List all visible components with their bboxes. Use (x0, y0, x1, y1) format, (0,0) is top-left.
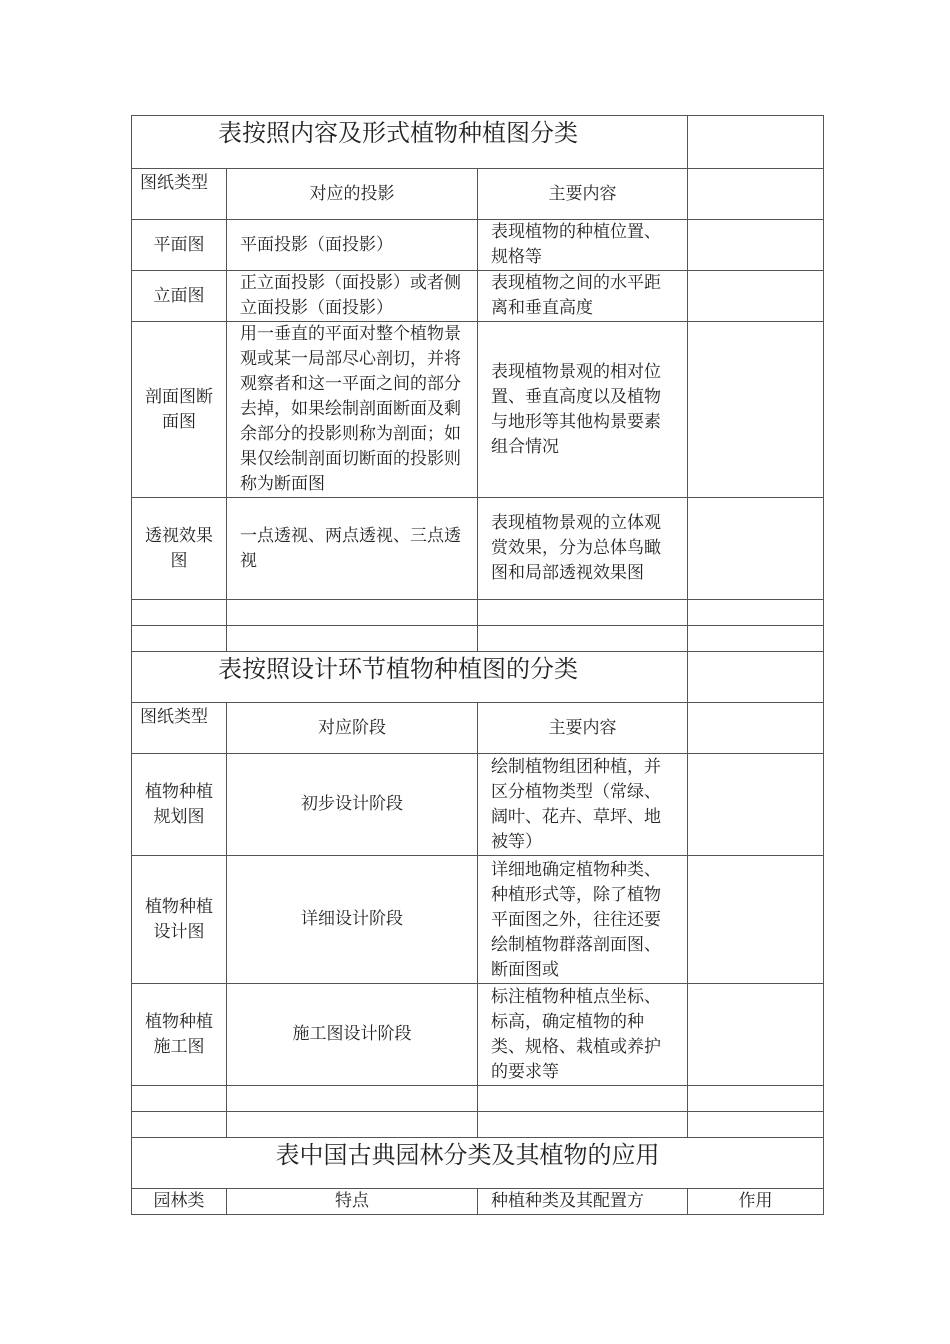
drawing-type-cell: 剖面图断面图 (132, 322, 227, 498)
stage-cell: 详细设计阶段 (227, 856, 478, 984)
empty-cell (688, 984, 824, 1086)
empty-cell (688, 652, 824, 703)
table2-title: 表按照设计环节植物种植图的分类 (132, 652, 688, 703)
projection-cell: 用一垂直的平面对整个植物景观或某一局部尽心剖切，并将观察者和这一平面之间的部分去掉，如果绘制剖面断面及剩余部分的投影则称为剖面；如果仅绘制剖面切断面的投影则称为断面图 (227, 322, 478, 498)
plant-drawing-tables (131, 115, 824, 1215)
content-cell: 标注植物种植点坐标、标高，确定植物的种类、规格、栽植或养护的要求等 (478, 984, 688, 1086)
drawing-type-cell: 立面图 (132, 271, 227, 322)
header-drawing-type: 图纸类型 (132, 703, 227, 754)
table2-header-row (132, 703, 824, 754)
table-row (132, 754, 824, 856)
table-row (132, 498, 824, 600)
content-cell: 详细地确定植物种类、种植形式等，除了植物平面图之外，往往还要绘制植物群落剖面图、断面图或 (478, 856, 688, 984)
empty-cell (688, 220, 824, 271)
header-features: 特点 (227, 1189, 478, 1215)
header-stage: 对应阶段 (227, 703, 478, 754)
table3-title: 表中国古典园林分类及其植物的应用 (132, 1138, 824, 1189)
projection-cell: 一点透视、两点透视、三点透视 (227, 498, 478, 600)
drawing-type-cell: 平面图 (132, 220, 227, 271)
empty-row (132, 600, 824, 626)
header-planting: 种植种类及其配置方 (478, 1189, 688, 1215)
empty-cell (688, 169, 824, 220)
header-main-content: 主要内容 (478, 703, 688, 754)
projection-cell: 正立面投影（面投影）或者侧立面投影（面投影） (227, 271, 478, 322)
drawing-type-cell: 植物种植规划图 (132, 754, 227, 856)
header-garden-type: 园林类 (132, 1189, 227, 1215)
content-cell: 表现植物之间的水平距离和垂直高度 (478, 271, 688, 322)
table-row (132, 271, 824, 322)
table-row (132, 322, 824, 498)
empty-cell (688, 116, 824, 169)
drawing-type-cell: 植物种植设计图 (132, 856, 227, 984)
empty-row (132, 1112, 824, 1138)
table3-title-row (132, 1138, 824, 1189)
empty-cell (688, 856, 824, 984)
table1-title-row (132, 116, 824, 169)
content-cell: 表现植物景观的立体观赏效果，分为总体鸟瞰图和局部透视效果图 (478, 498, 688, 600)
header-drawing-type: 图纸类型 (132, 169, 227, 220)
header-projection: 对应的投影 (227, 169, 478, 220)
header-role: 作用 (688, 1189, 824, 1215)
header-main-content: 主要内容 (478, 169, 688, 220)
table2-title-row (132, 652, 824, 703)
stage-cell: 施工图设计阶段 (227, 984, 478, 1086)
empty-cell (688, 271, 824, 322)
empty-cell (688, 754, 824, 856)
content-cell: 表现植物景观的相对位置、垂直高度以及植物与地形等其他构景要素组合情况 (478, 322, 688, 498)
stage-cell: 初步设计阶段 (227, 754, 478, 856)
table-row (132, 984, 824, 1086)
content-cell: 绘制植物组团种植，并区分植物类型（常绿、阔叶、花卉、草坪、地被等） (478, 754, 688, 856)
table-row (132, 220, 824, 271)
table-row (132, 856, 824, 984)
table3-header-row (132, 1189, 824, 1215)
empty-cell (688, 703, 824, 754)
projection-cell: 平面投影（面投影） (227, 220, 478, 271)
document (131, 115, 823, 1215)
table1-title: 表按照内容及形式植物种植图分类 (132, 116, 688, 169)
empty-row (132, 1086, 824, 1112)
table1-header-row (132, 169, 824, 220)
drawing-type-cell: 植物种植施工图 (132, 984, 227, 1086)
drawing-type-cell: 透视效果图 (132, 498, 227, 600)
content-cell: 表现植物的种植位置、规格等 (478, 220, 688, 271)
empty-cell (688, 322, 824, 498)
empty-cell (688, 498, 824, 600)
empty-row (132, 626, 824, 652)
